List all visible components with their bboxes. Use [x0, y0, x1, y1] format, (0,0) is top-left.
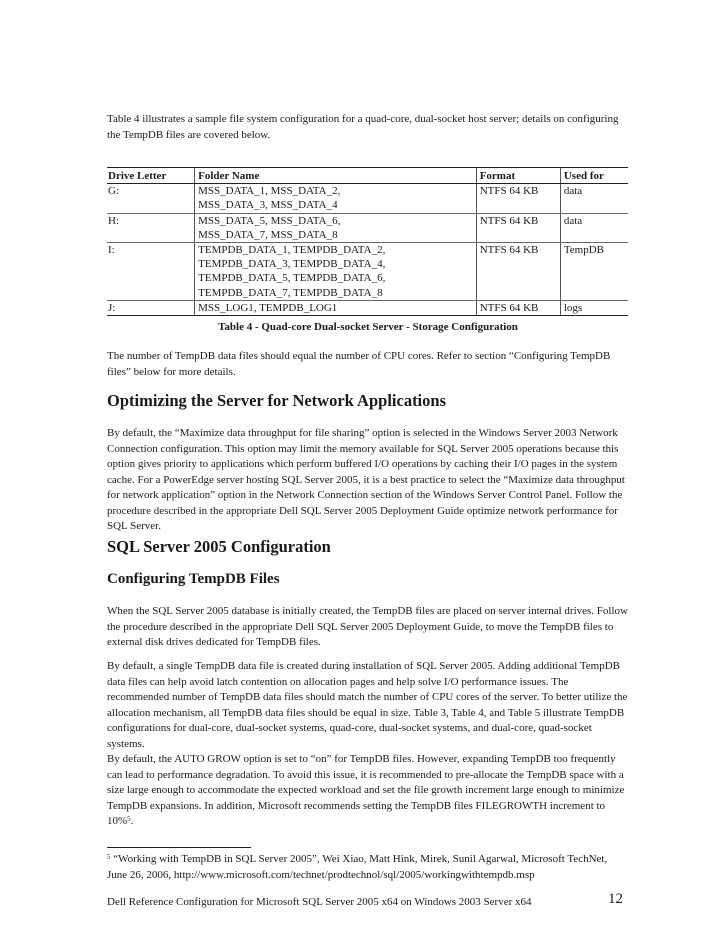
- storage-configuration-table: [107, 167, 628, 316]
- cell-drive: H:: [107, 213, 195, 242]
- page-footer: Dell Reference Configuration for Microsoft SQL Server 2005 x64 on Windows 2003 Server x64: [107, 896, 532, 908]
- cell-format: NTFS 64 KB: [476, 213, 560, 242]
- cell-drive: I:: [107, 243, 195, 301]
- network-paragraph: By default, the “Maximize data throughput for file sharing” option is selected in the Windows Server 2003 Network Connection configuration. This option may limit the memory available for SQL Server 2005 operations because this option gives priority to applications which perform buffered I/O operations by caching their I/O pages in the system cache. For a PowerEdge server hosting SQL Server 2005, it is a best practice to select the “Maximize data throughput for network application” option in the Network Connection section of the Windows Server Control Panel. Follow the procedure described in the appropriate Dell SQL Server 2005 Deployment Guide optimize network performance for SQL Server.: [107, 427, 625, 532]
- folder-line: MSS_DATA_7, MSS_DATA_8: [198, 228, 338, 241]
- folder-line: MSS_DATA_3, MSS_DATA_4: [198, 199, 338, 212]
- cell-format: NTFS 64 KB: [476, 184, 560, 213]
- header-used-for: Used for: [560, 168, 628, 184]
- cell-folder: [195, 300, 477, 315]
- table-row: [107, 243, 628, 301]
- folder-line: MSS_DATA_5, MSS_DATA_6,: [198, 214, 341, 227]
- cell-folder: [195, 184, 477, 213]
- intro-paragraph: Table 4 illustrates a sample file system configuration for a quad-core, dual-socket host server; details on configuring the TempDB files are covered below.: [107, 113, 619, 141]
- tempdb-created-paragraph: When the SQL Server 2005 database is initially created, the TempDB files are placed on server internal drives. Follow the procedure described in the appropriate Dell SQL Server 2005 Deployment Guide, to move the TempDB files to external disk drives dedicated for TempDB files.: [107, 605, 628, 648]
- table-caption: Table 4 - Quad-core Dual-socket Server - Storage Configuration: [218, 321, 518, 333]
- footnote-divider: [107, 847, 251, 848]
- sql-config-heading: SQL Server 2005 Configuration: [107, 537, 331, 556]
- folder-line: MSS_LOG1, TEMPDB_LOG1: [198, 301, 338, 314]
- table-row: [107, 300, 628, 315]
- cpu-cores-paragraph: The number of TempDB data files should equal the number of CPU cores. Refer to section “Configuring TempDB files” below for more details.: [107, 350, 611, 378]
- folder-line: TEMPDB_DATA_5, TEMPDB_DATA_6,: [198, 272, 386, 285]
- cell-folder: [195, 213, 477, 242]
- autogrow-end: .: [130, 815, 134, 827]
- autogrow-paragraph: [107, 752, 629, 830]
- cell-folder: [195, 243, 477, 301]
- cell-format: NTFS 64 KB: [476, 300, 560, 315]
- page-number: 12: [608, 891, 623, 907]
- autogrow-text: By default, the AUTO GROW option is set to “on” for TempDB files. However, expanding TempDB too frequently can lead to performance degradation. To avoid this issue, it is recommended to pre-allocate the TempDB space with a size large enough to accommodate the expected workload and set the file growth increment large enough to minimize TempDB expansions. In addition, Microsoft recommends setting the TempDB files FILEGROWTH increment to 10%: [107, 753, 625, 827]
- folder-line: TEMPDB_DATA_3, TEMPDB_DATA_4,: [198, 258, 386, 271]
- table-header-row: [107, 168, 628, 184]
- folder-line: TEMPDB_DATA_1, TEMPDB_DATA_2,: [198, 244, 386, 257]
- footnote-number: 5: [107, 853, 111, 861]
- header-format: Format: [476, 168, 560, 184]
- cell-used-for: TempDB: [560, 243, 628, 301]
- cell-format: NTFS 64 KB: [476, 243, 560, 301]
- cell-used-for: logs: [560, 300, 628, 315]
- footnote-text: “Working with TempDB in SQL Server 2005”, Wei Xiao, Matt Hink, Mirek, Sunil Agarwal, Microsoft TechNet, June 26, 2006, http://www.microsoft.com/technet/prodtechnol/sql/2005/workingwithtempdb.msp: [107, 853, 608, 881]
- folder-line: MSS_DATA_1, MSS_DATA_2,: [198, 185, 341, 198]
- tempdb-single-file-paragraph: By default, a single TempDB data file is created during installation of SQL Server 2005. Adding additional TempDB data files can help avoid latch contention on allocation pages and help solve I/O performance issues. The recommended number of TempDB data files should match the number of CPU cores of the server. To better utilize the allocation mechanism, all TempDB data files should be equal in size. Table 3, Table 4, and Table 5 illustrate TempDB configurations for dual-core, dual-socket systems, quad-core, dual-socket systems, and dual-core, quad-socket systems.: [107, 660, 628, 750]
- cell-used-for: data: [560, 213, 628, 242]
- tempdb-files-heading: Configuring TempDB Files: [107, 571, 280, 587]
- cell-drive: J:: [107, 300, 195, 315]
- cell-drive: G:: [107, 184, 195, 213]
- cell-used-for: data: [560, 184, 628, 213]
- footnote-ref: 5: [127, 815, 131, 823]
- footnote: [107, 852, 629, 883]
- network-section-heading: Optimizing the Server for Network Applications: [107, 391, 446, 410]
- header-folder-name: Folder Name: [195, 168, 477, 184]
- header-drive-letter: Drive Letter: [107, 168, 195, 184]
- folder-line: TEMPDB_DATA_7, TEMPDB_DATA_8: [198, 286, 383, 299]
- table-row: [107, 184, 628, 213]
- table-row: [107, 213, 628, 242]
